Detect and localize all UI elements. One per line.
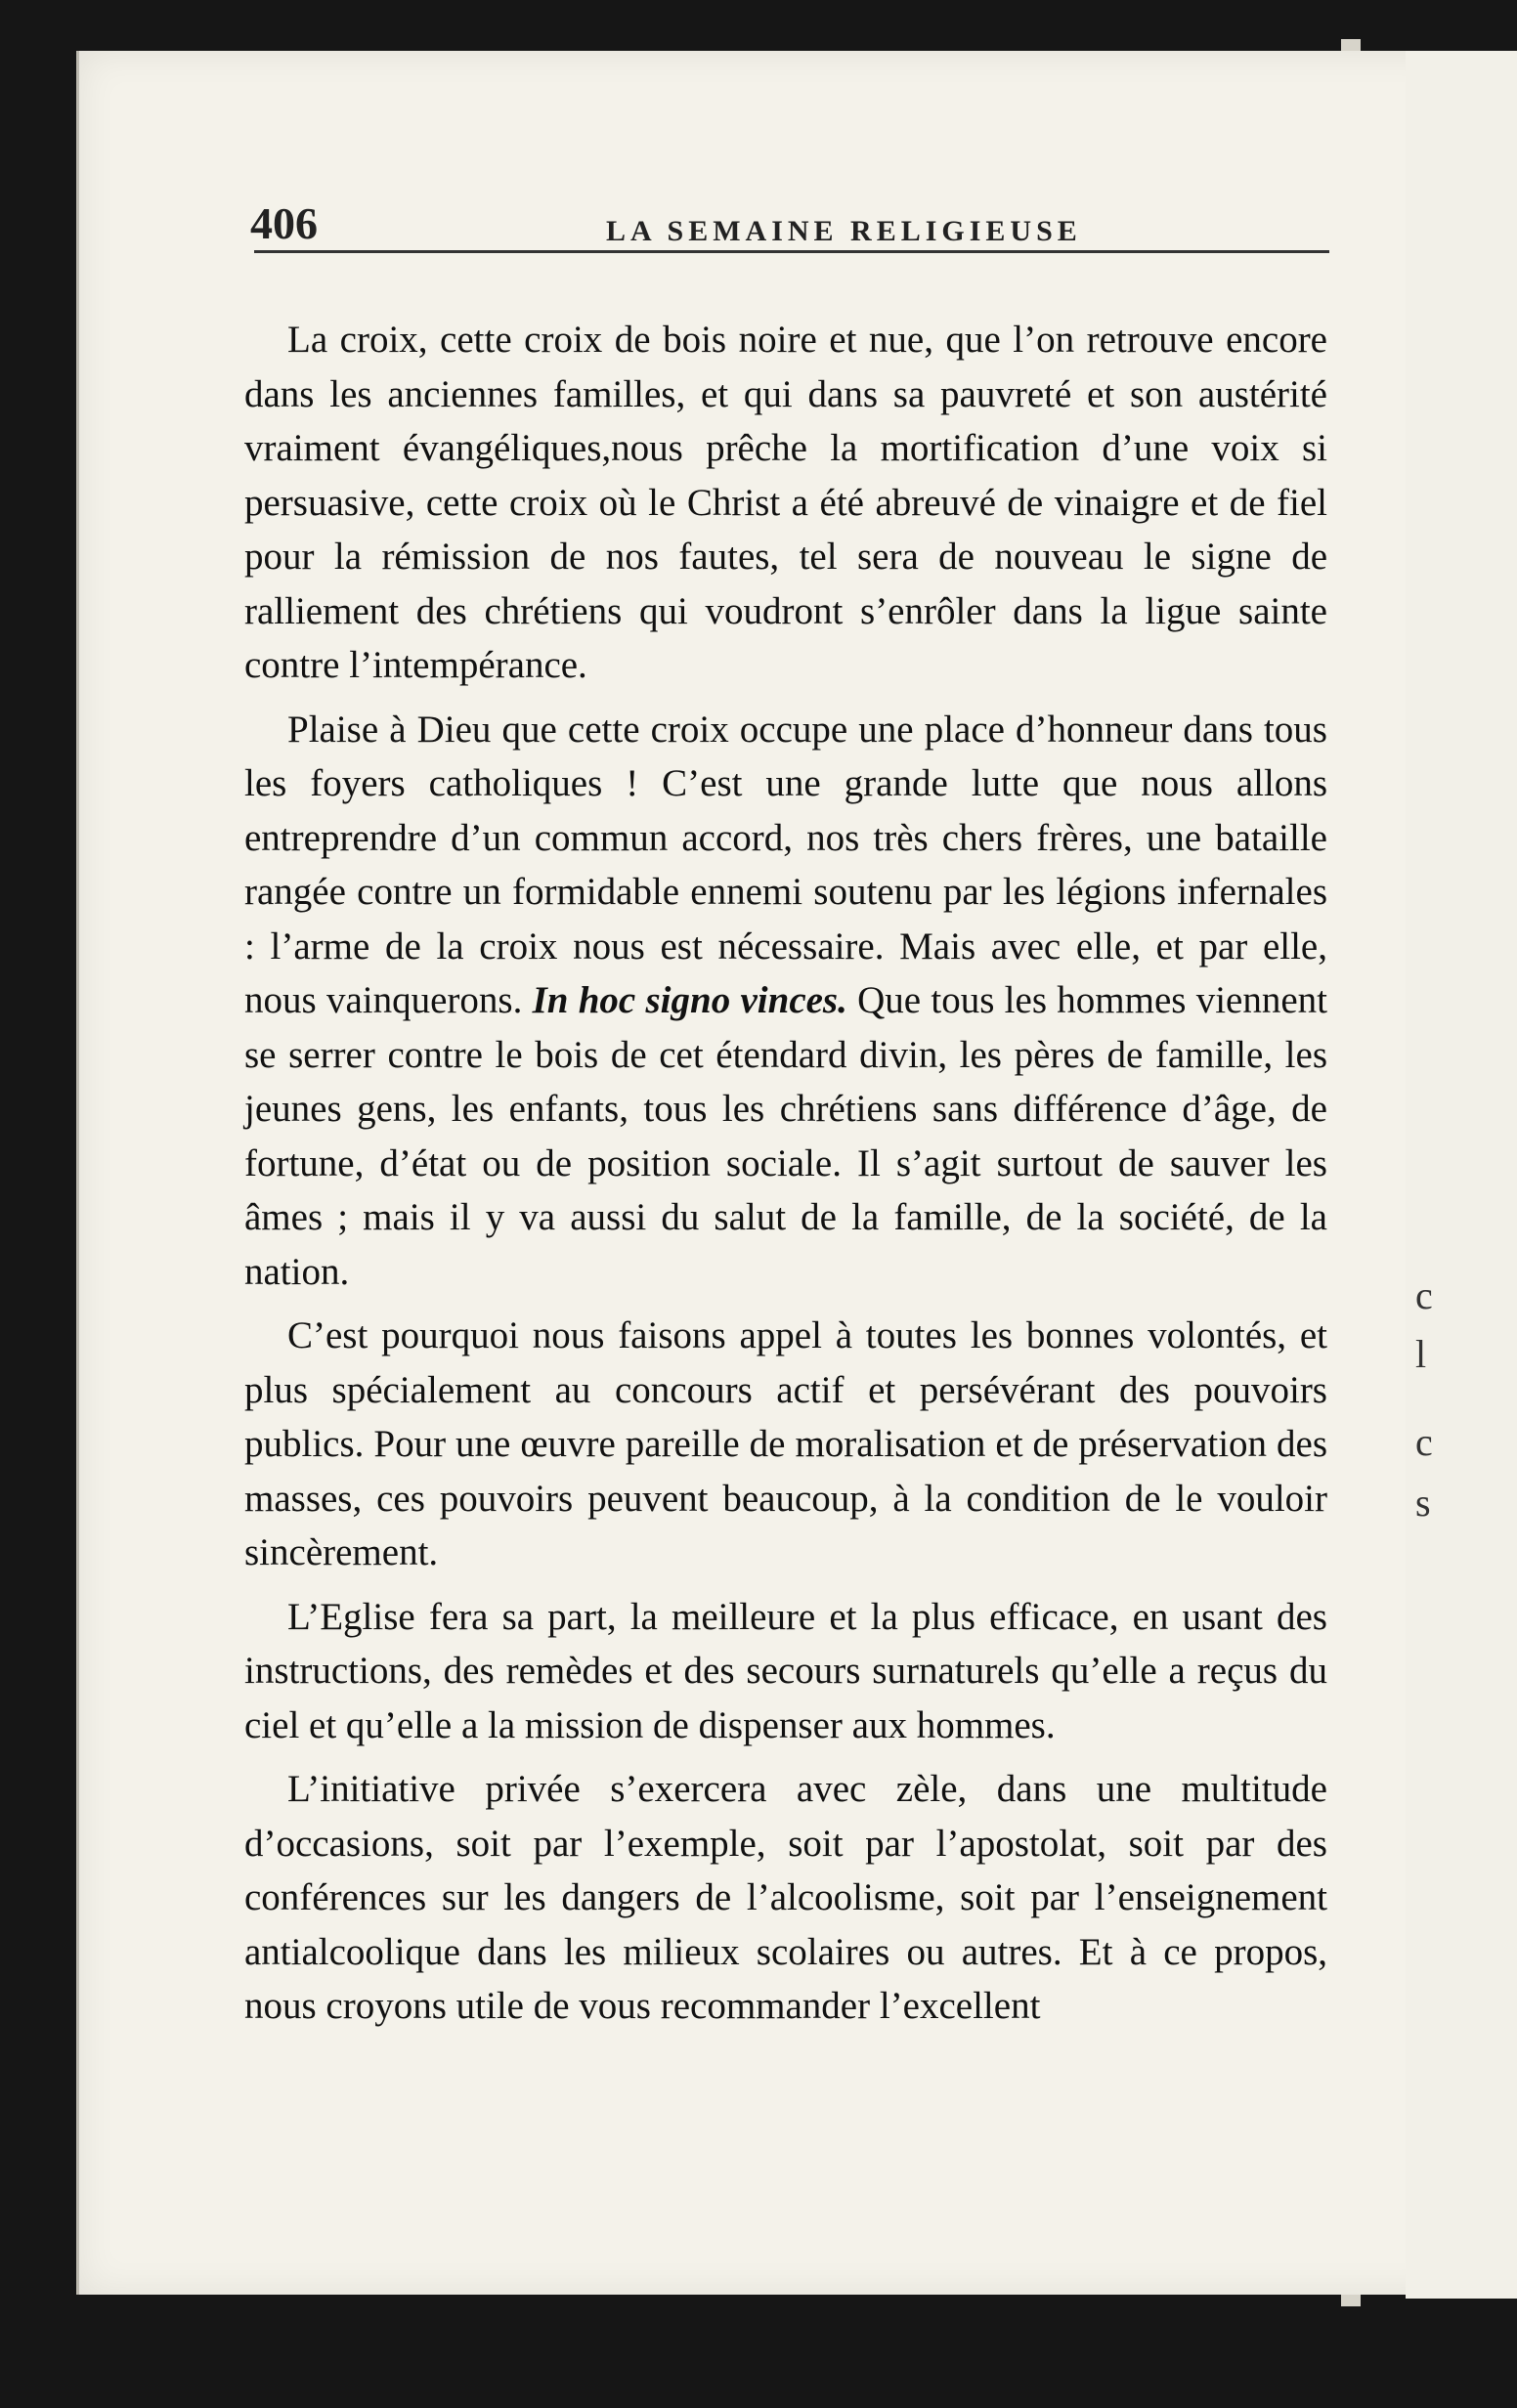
paragraph: L’Eglise fera sa part, la meilleure et la plus efficace, en usant des instructions, des remèdes et des secours surnaturels qu’elle a reçus du ciel et qu’elle a la mission de dispenser aux hommes. (244, 1595, 1327, 1746)
page-number: 406 (250, 198, 318, 248)
facing-page-edge (1406, 51, 1517, 2299)
header-rule (254, 250, 1329, 253)
page-body (244, 313, 1327, 2043)
facing-page-fragment: c (1415, 1273, 1433, 1317)
facing-page-fragment: s (1415, 1481, 1431, 1525)
paragraph: La croix, cette croix de bois noire et nue, que l’on retrouve encore dans les anciennes familles, et qui dans sa pauvreté et son austérité vraiment évangéliques,nous prêche la mortification d’une voix si persuasive, cette croix où le Christ a été abreuvé de vinaigre et de fiel pour la rémission de nos fautes, tel sera de nouveau le signe de ralliement des chrétiens qui voudront s’enrôler dans la ligue sainte contre l’intempérance. (244, 319, 1327, 686)
running-title: LA SEMAINE RELIGIEUSE (606, 215, 1082, 247)
page-header (166, 147, 1349, 254)
facing-page-fragment: l (1415, 1332, 1427, 1376)
paragraph: C’est pourquoi nous faisons appel à toutes les bonnes volontés, et plus spécialement au concours actif et persévérant des pouvoirs publics. Pour une œuvre pareille de moralisation et de préservation des masses, ces pouvoirs peuvent beaucoup, à la condition de le vouloir sincèrement. (244, 1314, 1327, 1573)
latin-phrase: In hoc signo vinces. (532, 979, 847, 1021)
paragraph (244, 703, 1327, 1300)
facing-page-fragment: c (1415, 1420, 1433, 1464)
paragraph: L’initiative privée s’exercera avec zèle, dans une multitude d’occasions, soit par l’exemple, soit par l’apostolat, soit par des conférences sur les dangers de l’alcoolisme, soit par l’enseignement antialcoolique dans les milieux scolaires ou autres. Et à ce propos, nous croyons utile de vous recommander l’excellent (244, 1768, 1327, 2027)
paragraph-text: Que tous les hommes viennent se serrer contre le bois de cet étendard divin, les pères de famille, les jeunes gens, les enfants, tous les chrétiens sans différence d’âge, de fortune, d’état ou de position sociale. Il s’agit surtout de sauver les âmes ; mais il y va aussi du salut de la famille, de la société, de la nation. (244, 979, 1327, 1293)
paragraph-text: Plaise à Dieu que cette croix occupe une place d’honneur dans tous les foyers catholiques ! C’est une grande lutte que nous allons entreprendre d’un commun accord, nos très chers frères, une bataille rangée contre un formidable ennemi soutenu par les légions infernales : l’arme de la croix nous est nécessaire. Mais avec elle, et par elle, nous vainquerons. (244, 708, 1327, 1021)
